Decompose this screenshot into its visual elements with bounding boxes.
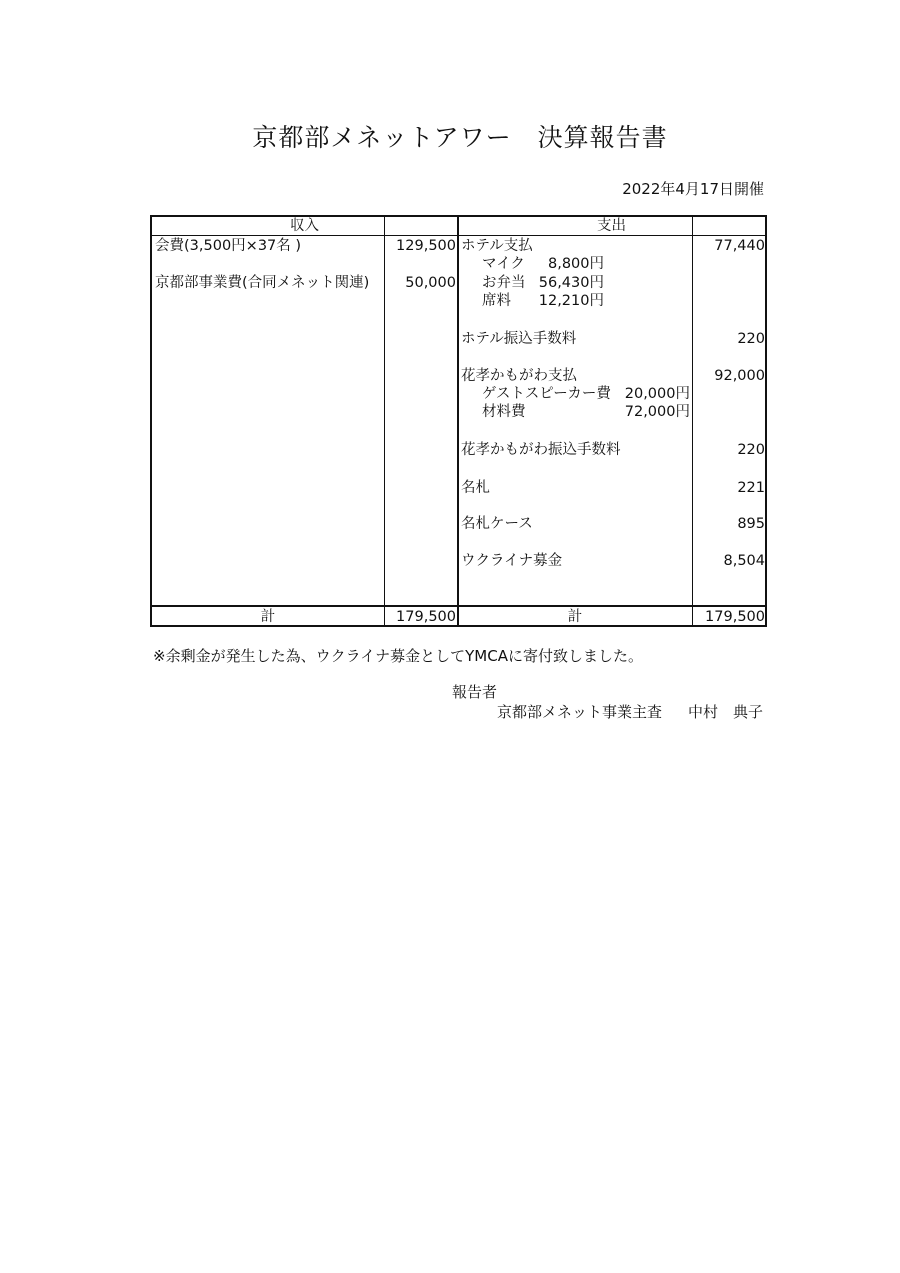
document-title: 京都部メネットアワー 決算報告書	[252, 123, 668, 152]
expense-item-amount: 220	[737, 442, 765, 458]
expense-detail-value: 12,210円	[538, 293, 604, 309]
total-divider	[152, 605, 765, 607]
expense-item-label: 花孝かもがわ支払	[461, 368, 577, 384]
expense-detail-name: お弁当	[482, 275, 526, 291]
expense-item-label: ホテル支払	[461, 238, 533, 254]
expense-detail-value: 72,000円	[624, 404, 690, 420]
expense-item-amount: 895	[737, 516, 765, 532]
expense-detail-value: 8,800円	[547, 256, 604, 272]
income-item-amount: 50,000	[405, 275, 456, 291]
expense-detail-value: 56,430円	[538, 275, 604, 291]
income-total-label: 計	[260, 609, 276, 625]
reporter-org: 京都部メネット事業主査	[497, 703, 663, 721]
expense-detail-name: 材料費	[482, 404, 526, 420]
reporter-label: 報告者	[452, 683, 498, 701]
income-total-amount: 179,500	[396, 609, 456, 625]
settlement-table	[150, 215, 767, 627]
reporter-name: 中村 典子	[688, 703, 764, 721]
expense-item-amount: 92,000	[714, 368, 765, 384]
expense-total-label: 計	[567, 609, 583, 625]
expense-detail-name: ゲストスピーカー費	[482, 386, 611, 402]
income-item-label: 京都部事業費(合同メネット関連)	[155, 275, 370, 291]
expense-detail-name: マイク	[482, 256, 525, 272]
expense-item-label: ウクライナ募金	[461, 553, 563, 569]
expense-item-label: 名札ケース	[461, 516, 533, 532]
expense-detail-value: 20,000円	[624, 386, 690, 402]
income-expense-divider	[457, 217, 459, 625]
expense-item-amount: 220	[737, 331, 765, 347]
expense-item-amount: 8,504	[723, 553, 765, 569]
donation-note: ※余剰金が発生した為、ウクライナ募金としてYMCAに寄付致しました。	[153, 647, 643, 665]
expense-item-amount: 77,440	[714, 238, 765, 254]
expense-detail-name: 席料	[482, 293, 511, 309]
income-item-label: 会費(3,500円×37名 )	[155, 238, 302, 254]
income-item-amount: 129,500	[396, 238, 456, 254]
expense-header: 支出	[597, 218, 626, 234]
expense-item-label: 名札	[461, 480, 490, 496]
expense-item-label: ホテル振込手数料	[461, 331, 577, 347]
held-date: 2022年4月17日開催	[622, 180, 764, 198]
expense-total-amount: 179,500	[705, 609, 765, 625]
income-header: 収入	[290, 218, 319, 234]
header-divider	[152, 235, 765, 236]
expense-item-label: 花孝かもがわ振込手数料	[461, 442, 621, 458]
expense-item-amount: 221	[737, 480, 765, 496]
